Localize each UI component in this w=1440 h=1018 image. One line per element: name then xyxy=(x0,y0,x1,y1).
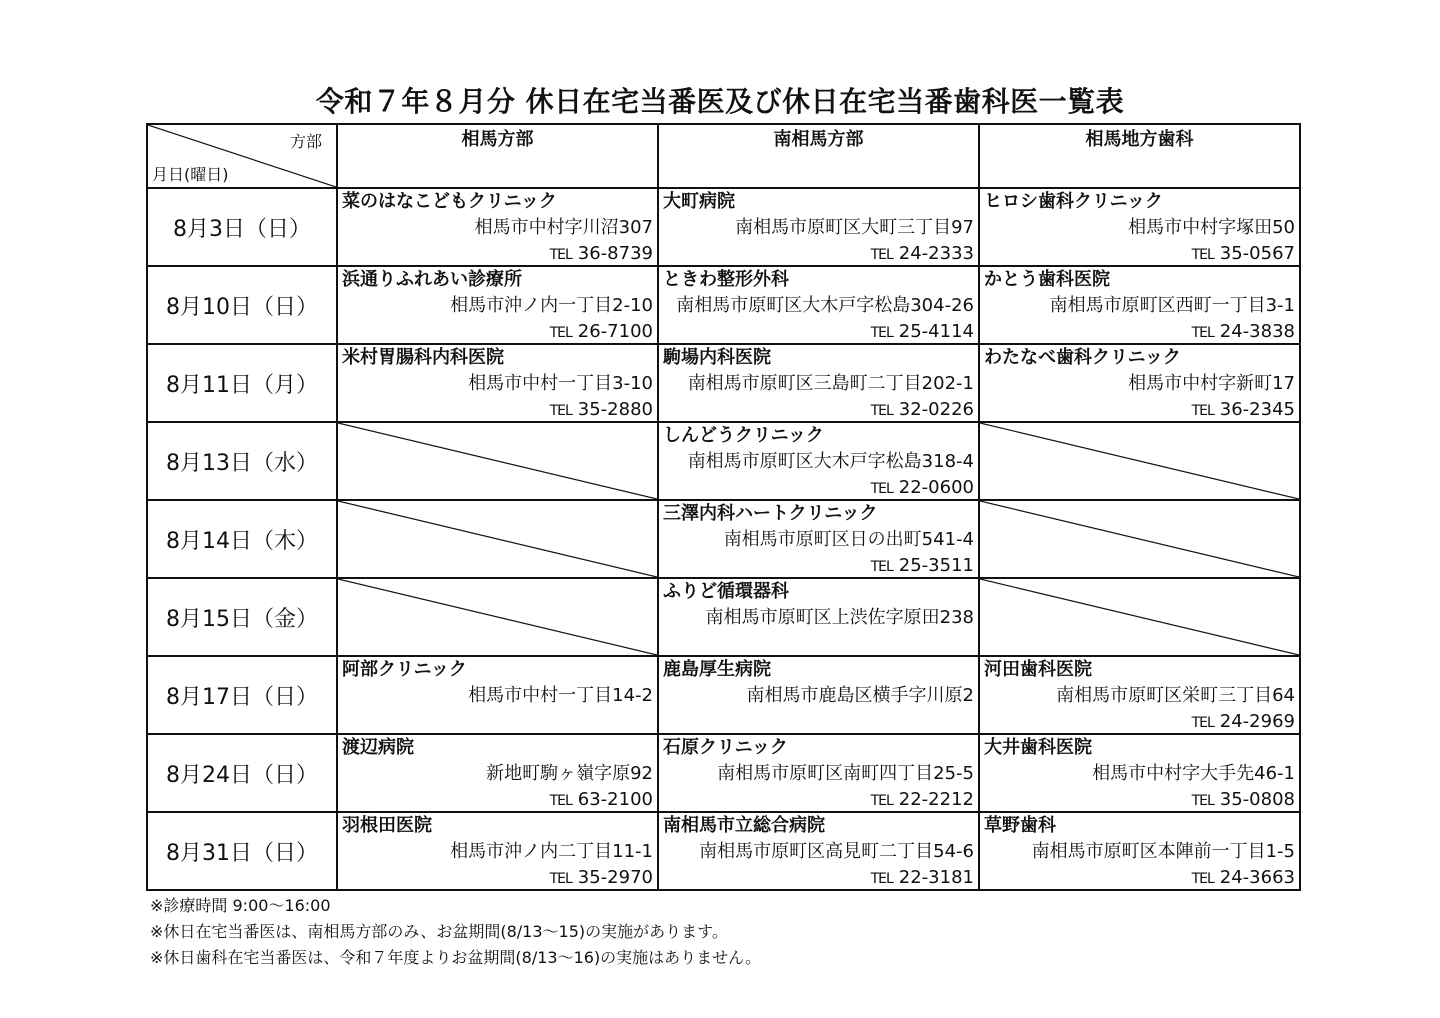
clinic-address: 新地町駒ヶ嶺字原92 xyxy=(486,763,653,784)
clinic-phone xyxy=(338,397,657,424)
phone-number: 35-0567 xyxy=(1219,243,1295,264)
clinic-cell-dental xyxy=(979,734,1300,812)
no-service-diagonal-line xyxy=(338,423,657,499)
clinic-name: 南相馬市立総合病院 xyxy=(663,815,825,836)
date-cell: 8月15日（金） xyxy=(147,578,337,656)
clinic-entry xyxy=(338,345,657,421)
clinic-address: 相馬市中村一丁目3-10 xyxy=(468,373,653,394)
clinic-cell-minamisoma xyxy=(658,500,979,578)
phone-number: 24-3663 xyxy=(1219,867,1295,888)
table-row xyxy=(147,656,1300,734)
date-cell: 8月24日（日） xyxy=(147,734,337,812)
clinic-entry xyxy=(980,189,1299,265)
clinic-name: 河田歯科医院 xyxy=(984,659,1092,680)
header-corner-cell xyxy=(147,124,337,188)
phone-number: 24-2969 xyxy=(1219,711,1295,732)
clinic-phone xyxy=(659,397,978,424)
table-row xyxy=(147,578,1300,656)
clinic-address: 相馬市中村一丁目14-2 xyxy=(468,685,653,706)
clinic-entry xyxy=(338,657,657,733)
no-service-diagonal-line xyxy=(338,579,657,655)
clinic-cell-dental xyxy=(979,344,1300,422)
clinic-cell-soma xyxy=(337,812,658,890)
clinic-cell-minamisoma xyxy=(658,422,979,500)
clinic-address: 南相馬市原町区西町一丁目3-1 xyxy=(1049,295,1295,316)
tel-label: TEL xyxy=(1191,793,1214,809)
clinic-cell-minamisoma xyxy=(658,812,979,890)
table-row xyxy=(147,812,1300,890)
clinic-phone xyxy=(659,787,978,814)
clinic-entry xyxy=(659,267,978,343)
clinic-entry xyxy=(659,813,978,889)
clinic-cell-minamisoma xyxy=(658,656,979,734)
clinic-name: 浜通りふれあい診療所 xyxy=(342,269,522,290)
clinic-cell-minamisoma xyxy=(658,266,979,344)
empty-cell-dental xyxy=(979,422,1300,500)
phone-number: 35-2970 xyxy=(577,867,653,888)
clinic-entry xyxy=(980,267,1299,343)
corner-label-date: 月日(曜日) xyxy=(152,165,229,184)
tel-label: TEL xyxy=(1191,715,1214,731)
clinic-name: かとう歯科医院 xyxy=(984,269,1110,290)
clinic-entry xyxy=(980,657,1299,733)
tel-label: TEL xyxy=(549,403,572,419)
tel-label: TEL xyxy=(549,247,572,263)
duty-roster-table xyxy=(146,123,1301,891)
clinic-phone xyxy=(659,865,978,892)
clinic-name: 菜のはなこどもクリニック xyxy=(342,191,557,212)
clinic-address: 相馬市中村字塚田50 xyxy=(1128,217,1295,238)
clinic-cell-dental xyxy=(979,656,1300,734)
clinic-address: 南相馬市原町区大町三丁目97 xyxy=(735,217,974,238)
clinic-name: 鹿島厚生病院 xyxy=(663,659,771,680)
phone-number: 36-8739 xyxy=(577,243,653,264)
clinic-phone xyxy=(338,787,657,814)
no-service-diagonal-line xyxy=(980,501,1299,577)
date-cell: 8月10日（日） xyxy=(147,266,337,344)
clinic-entry xyxy=(659,579,978,655)
phone-number: 63-2100 xyxy=(577,789,653,810)
clinic-name: 羽根田医院 xyxy=(342,815,432,836)
clinic-name: わたなべ歯科クリニック xyxy=(984,347,1181,368)
clinic-phone xyxy=(980,865,1299,892)
clinic-cell-dental xyxy=(979,812,1300,890)
clinic-name: 駒場内科医院 xyxy=(663,347,771,368)
tel-label: TEL xyxy=(1191,247,1214,263)
no-service-diagonal-line xyxy=(980,423,1299,499)
tel-label: TEL xyxy=(870,559,893,575)
clinic-name: 渡辺病院 xyxy=(342,737,414,758)
clinic-cell-minamisoma xyxy=(658,344,979,422)
phone-number: 35-2880 xyxy=(577,399,653,420)
clinic-entry xyxy=(659,501,978,577)
table-row xyxy=(147,734,1300,812)
clinic-address: 相馬市中村字大手先46-1 xyxy=(1092,763,1295,784)
table-row xyxy=(147,344,1300,422)
clinic-phone xyxy=(980,709,1299,736)
clinic-phone xyxy=(980,787,1299,814)
empty-cell-dental xyxy=(979,578,1300,656)
clinic-name: 草野歯科 xyxy=(984,815,1056,836)
clinic-address: 南相馬市原町区高見町二丁目54-6 xyxy=(699,841,974,862)
clinic-entry xyxy=(659,657,978,733)
phone-number: 25-4114 xyxy=(898,321,974,342)
clinic-phone xyxy=(338,319,657,346)
clinic-entry xyxy=(659,189,978,265)
date-cell: 8月13日（水） xyxy=(147,422,337,500)
clinic-address: 相馬市中村字新町17 xyxy=(1128,373,1295,394)
tel-label: TEL xyxy=(549,325,572,341)
clinic-address: 南相馬市原町区上渋佐字原田238 xyxy=(705,607,974,628)
tel-label: TEL xyxy=(1191,325,1214,341)
clinic-address: 南相馬市原町区大木戸字松島318-4 xyxy=(687,451,974,472)
clinic-cell-minamisoma xyxy=(658,734,979,812)
clinic-name: 大町病院 xyxy=(663,191,735,212)
clinic-phone xyxy=(338,865,657,892)
phone-number: 24-3838 xyxy=(1219,321,1295,342)
clinic-name: ヒロシ歯科クリニック xyxy=(984,191,1163,212)
tel-label: TEL xyxy=(1191,403,1214,419)
table-row xyxy=(147,500,1300,578)
table-row xyxy=(147,266,1300,344)
note-dental-obon: ※休日歯科在宅当番医は、令和７年度よりお盆期間(8/13～16)の実施はありません。 xyxy=(150,948,762,967)
column-header-minamisoma: 南相馬方部 xyxy=(658,124,979,188)
date-cell: 8月11日（月） xyxy=(147,344,337,422)
clinic-address: 相馬市沖ノ内二丁目11-1 xyxy=(450,841,653,862)
clinic-name: ときわ整形外科 xyxy=(663,269,789,290)
clinic-entry xyxy=(659,345,978,421)
clinic-cell-soma xyxy=(337,344,658,422)
note-minamisoma-obon: ※休日在宅当番医は、南相馬方部のみ、お盆期間(8/13～15)の実施があります。 xyxy=(150,922,728,941)
clinic-phone xyxy=(980,397,1299,424)
page-title: 令和７年８月分 休日在宅当番医及び休日在宅当番歯科医一覧表 xyxy=(315,85,1125,118)
no-service-diagonal-line xyxy=(338,501,657,577)
header-row xyxy=(147,124,1300,188)
phone-number: 22-0600 xyxy=(898,477,974,498)
clinic-name: 米村胃腸科内科医院 xyxy=(342,347,504,368)
clinic-address: 南相馬市原町区南町四丁目25-5 xyxy=(717,763,974,784)
clinic-address: 相馬市沖ノ内一丁目2-10 xyxy=(450,295,653,316)
empty-cell-soma xyxy=(337,578,658,656)
phone-number: 24-2333 xyxy=(898,243,974,264)
clinic-phone xyxy=(659,553,978,580)
corner-label-area: 方部 xyxy=(289,132,322,151)
date-cell: 8月3日（日） xyxy=(147,188,337,266)
clinic-cell-soma xyxy=(337,188,658,266)
clinic-entry xyxy=(659,423,978,499)
clinic-cell-dental xyxy=(979,188,1300,266)
clinic-phone xyxy=(659,241,978,268)
clinic-entry xyxy=(338,813,657,889)
date-cell: 8月31日（日） xyxy=(147,812,337,890)
empty-cell-dental xyxy=(979,500,1300,578)
clinic-cell-soma xyxy=(337,734,658,812)
tel-label: TEL xyxy=(870,403,893,419)
clinic-name: 石原クリニック xyxy=(663,737,788,758)
tel-label: TEL xyxy=(870,871,893,887)
tel-label: TEL xyxy=(870,247,893,263)
date-cell: 8月17日（日） xyxy=(147,656,337,734)
phone-number: 26-7100 xyxy=(577,321,653,342)
clinic-cell-soma xyxy=(337,656,658,734)
clinic-cell-soma xyxy=(337,266,658,344)
clinic-address: 南相馬市原町区栄町三丁目64 xyxy=(1056,685,1295,706)
clinic-name: 三澤内科ハートクリニック xyxy=(663,503,878,524)
phone-number: 35-0808 xyxy=(1219,789,1295,810)
tel-label: TEL xyxy=(549,793,572,809)
table-row xyxy=(147,422,1300,500)
clinic-entry xyxy=(338,735,657,811)
clinic-cell-minamisoma xyxy=(658,188,979,266)
clinic-phone xyxy=(338,241,657,268)
roster-body xyxy=(147,188,1300,890)
phone-number: 32-0226 xyxy=(898,399,974,420)
tel-label: TEL xyxy=(870,481,893,497)
phone-number: 36-2345 xyxy=(1219,399,1295,420)
column-header-soma: 相馬方部 xyxy=(337,124,658,188)
clinic-name: 阿部クリニック xyxy=(342,659,467,680)
tel-label: TEL xyxy=(549,871,572,887)
clinic-cell-minamisoma xyxy=(658,578,979,656)
clinic-name: ふりど循環器科 xyxy=(663,581,789,602)
date-cell: 8月14日（木） xyxy=(147,500,337,578)
clinic-entry xyxy=(980,813,1299,889)
clinic-entry xyxy=(659,735,978,811)
clinic-address: 南相馬市原町区大木戸字松島304-26 xyxy=(676,295,974,316)
clinic-name: しんどうクリニック xyxy=(663,425,824,446)
clinic-entry xyxy=(338,189,657,265)
clinic-name: 大井歯科医院 xyxy=(984,737,1092,758)
clinic-phone xyxy=(659,319,978,346)
clinic-phone xyxy=(980,319,1299,346)
no-service-diagonal-line xyxy=(980,579,1299,655)
table-row xyxy=(147,188,1300,266)
clinic-entry xyxy=(980,345,1299,421)
clinic-cell-dental xyxy=(979,266,1300,344)
column-header-dental: 相馬地方歯科 xyxy=(979,124,1300,188)
clinic-address: 南相馬市原町区三島町二丁目202-1 xyxy=(687,373,974,394)
clinic-phone xyxy=(980,241,1299,268)
clinic-entry xyxy=(338,267,657,343)
tel-label: TEL xyxy=(870,325,893,341)
clinic-address: 相馬市中村字川沼307 xyxy=(474,217,653,238)
tel-label: TEL xyxy=(1191,871,1214,887)
phone-number: 22-2212 xyxy=(898,789,974,810)
empty-cell-soma xyxy=(337,422,658,500)
clinic-address: 南相馬市鹿島区横手字川原2 xyxy=(746,685,974,706)
clinic-entry xyxy=(980,735,1299,811)
phone-number: 22-3181 xyxy=(898,867,974,888)
phone-number: 25-3511 xyxy=(898,555,974,576)
clinic-phone xyxy=(659,475,978,502)
clinic-address: 南相馬市原町区本陣前一丁目1-5 xyxy=(1031,841,1295,862)
tel-label: TEL xyxy=(870,793,893,809)
empty-cell-soma xyxy=(337,500,658,578)
note-hours: ※診療時間 9:00～16:00 xyxy=(150,896,331,915)
notes xyxy=(150,893,761,971)
clinic-address: 南相馬市原町区日の出町541-4 xyxy=(723,529,974,550)
